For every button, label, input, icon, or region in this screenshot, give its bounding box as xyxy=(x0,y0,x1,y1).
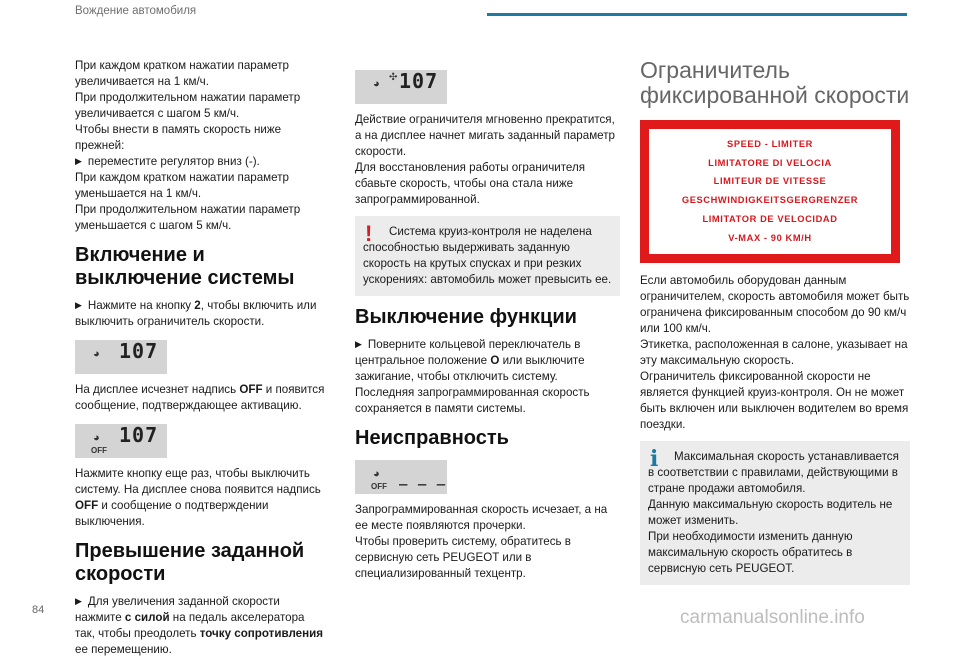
display-fault xyxy=(355,460,447,494)
info-text: Максимальная скорость устанавливается в соответствии с правилами, действующими в стране продажи автомобиля. xyxy=(648,450,899,495)
warning-box xyxy=(355,216,620,296)
display-limiter-active xyxy=(75,340,167,374)
warning-icon: ! xyxy=(365,221,373,246)
display-off-label: OFF xyxy=(371,482,387,491)
speedometer-icon: ◕ xyxy=(93,348,100,360)
plate-line: GESCHWINDIGKEITSGERGRENZER xyxy=(681,195,859,206)
watermark: carmanualsonline.info xyxy=(680,607,865,628)
warning-text: Система круиз-контроля не наделена способностью выдерживать заданную скорость на крутых спусках и при резких ускорениях: автомобиль может превысить ее. xyxy=(363,225,612,286)
speedometer-icon: ◕ xyxy=(373,468,380,480)
paragraph: Этикетка, расположенная в салоне, указывает на эту максимальную скорость. xyxy=(640,338,908,367)
info-icon: i xyxy=(650,446,659,472)
column-3 xyxy=(640,58,910,585)
plate-line: LIMITEUR DE VITESSE xyxy=(713,176,827,187)
info-text: Данную максимальную скорость водитель не может изменить. xyxy=(648,498,893,527)
paragraph: Если автомобиль оборудован данным ограничителем, скорость автомобиля может быть ограничена фиксированным способом до 90 км/ч или 100 км/ч. xyxy=(640,274,910,335)
plate-line: LIMITATOR DE VELOCIDAD xyxy=(702,213,838,224)
display-limiter-blinking xyxy=(355,70,447,104)
column-2 xyxy=(355,70,620,582)
bullet-item: ▶ Поверните кольцевой переключатель в центральное положение O или выключите зажигание, чтобы отключить систему. xyxy=(355,337,620,385)
paragraph: Чтобы проверить систему, обратитесь в сервисную сеть PEUGEOT или в специализированный техцентр. xyxy=(355,535,571,580)
display-dashes: _ _ _ xyxy=(399,470,447,486)
display-speed-value: 107 xyxy=(399,69,439,93)
blink-rays-icon: ✣ xyxy=(389,72,398,83)
plate-line: SPEED - LIMITER xyxy=(727,139,813,149)
plate-line: LIMITATORE DI VELOCIA xyxy=(708,157,832,168)
label-plate-inner xyxy=(649,129,891,254)
paragraph: При продолжительном нажатии параметр увеличивается с шагом 5 км/ч. xyxy=(75,91,301,120)
page-number: 84 xyxy=(32,604,45,616)
heading-disable-function: Выключение функции xyxy=(355,306,577,328)
paragraph: Нажмите кнопку еще раз, чтобы выключить систему. На дисплее снова появится надпись OFF и сообщение о подтверждении выключения. xyxy=(75,467,321,528)
paragraph: Запрограммированная скорость исчезает, а на ее месте появляются прочерки. xyxy=(355,503,608,532)
paragraph: Последняя запрограммированная скорость сохраняется в памяти системы. xyxy=(355,386,590,415)
paragraph: На дисплее исчезнет надпись OFF и появится сообщение, подтверждающее активацию. xyxy=(75,383,325,412)
bullet-item: ▶ Для увеличения заданной скорости нажмите с силой на педаль акселератора так, чтобы преодолеть точку сопротивления ее перемещению. xyxy=(75,594,325,658)
heading-enable-disable: Включение и выключение системы xyxy=(75,244,295,289)
paragraph: При каждом кратком нажатии параметр уменьшается на 1 км/ч. xyxy=(75,171,289,200)
paragraph: Чтобы внести в память скорость ниже прежней: xyxy=(75,123,282,152)
section-header: Вождение автомобиля xyxy=(75,5,197,17)
paragraph: Ограничитель фиксированной скорости не является функцией круиз-контроля. Он не может быть включен или выключен водителем во время поездки. xyxy=(640,370,909,431)
display-speed-value: 107 xyxy=(119,423,159,447)
header-accent-bar xyxy=(487,13,907,16)
display-off-label: OFF xyxy=(91,446,107,455)
column-1 xyxy=(75,58,325,658)
paragraph: При продолжительном нажатии параметр уменьшается с шагом 5 км/ч. xyxy=(75,203,301,232)
speedometer-icon: ◕ xyxy=(373,78,380,90)
display-limiter-off xyxy=(75,424,167,458)
section-title: Ограничитель фиксированной скорости xyxy=(640,57,910,108)
info-box xyxy=(640,441,910,585)
speed-limiter-label-image xyxy=(640,120,900,263)
heading-exceed-speed: Превышение заданной скорости xyxy=(75,540,305,585)
paragraph: При каждом кратком нажатии параметр увеличивается на 1 км/ч. xyxy=(75,59,289,88)
display-speed-value: 107 xyxy=(119,339,159,363)
paragraph: Действие ограничителя мгновенно прекратится, а на дисплее начнет мигать заданный параметр скорости. xyxy=(355,113,615,158)
bullet-item: ▶ переместите регулятор вниз (-). xyxy=(75,154,325,170)
plate-line: V-MAX - 90 KM/H xyxy=(728,232,812,243)
paragraph: Для восстановления работы ограничителя сбавьте скорость, чтобы она стала ниже запрограммированной. xyxy=(355,161,585,206)
bullet-item: ▶ Нажмите на кнопку 2, чтобы включить или выключить ограничитель скорости. xyxy=(75,298,325,330)
info-text: При необходимости изменить данную максимальную скорость обратитесь в сервисную сеть PEUGEOT. xyxy=(648,530,853,575)
heading-fault: Неисправность xyxy=(355,427,509,449)
speedometer-icon: ◕ xyxy=(93,432,100,444)
